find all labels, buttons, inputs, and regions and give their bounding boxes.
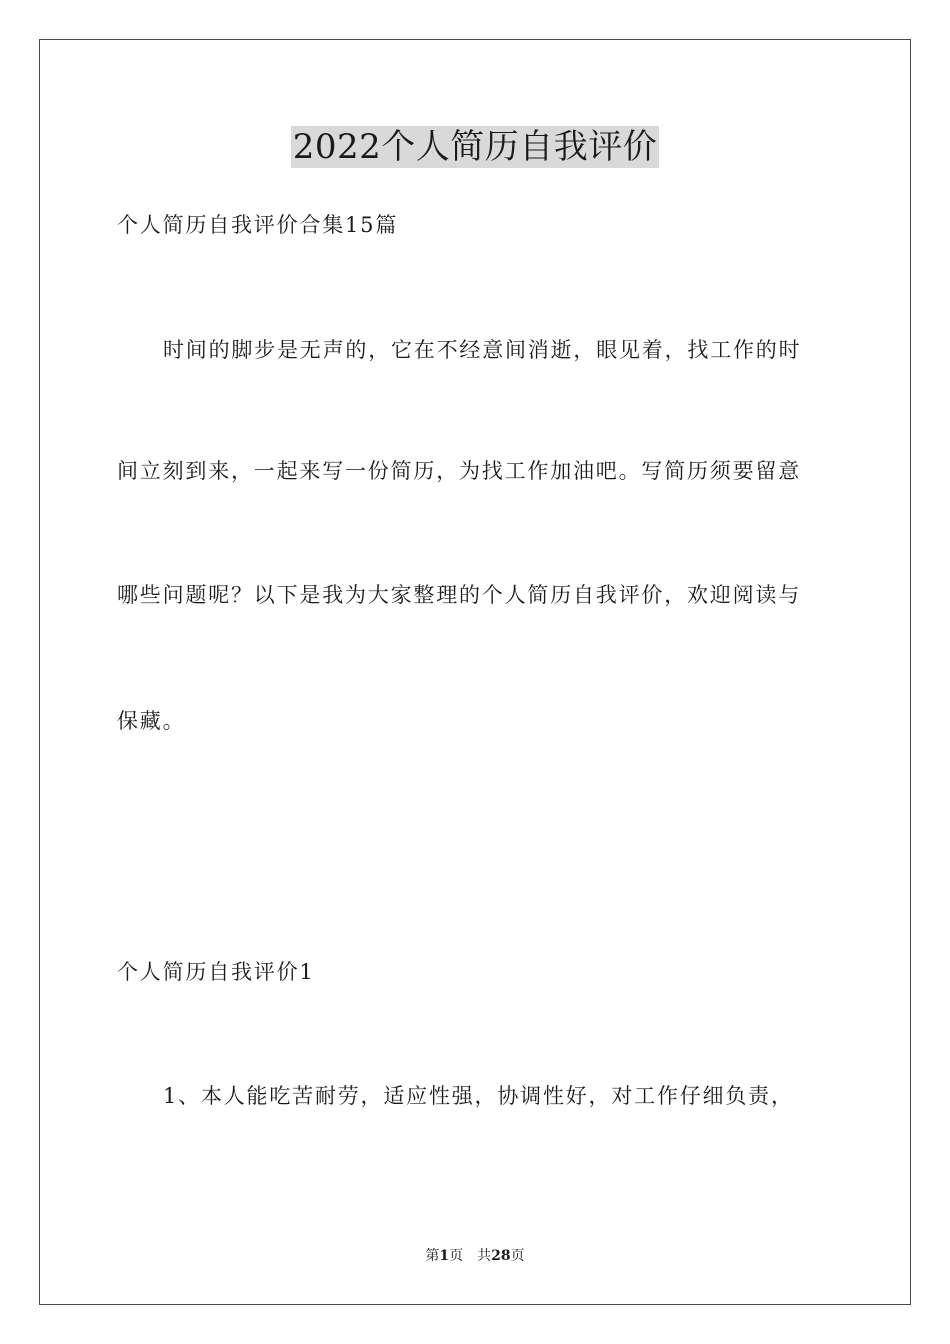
footer-page-number: 1 <box>439 1248 450 1264</box>
intro-line-1: 时间的脚步是无声的，它在不经意间消逝，眼见着，找工作的时 <box>163 338 802 362</box>
section-paragraph-line-1: 1、本人能吃苦耐劳，适应性强，协调性好，对工作仔细负责， <box>163 1084 794 1108</box>
footer-total-suffix: 页 <box>510 1248 525 1264</box>
intro-line-4: 保藏。 <box>117 709 186 733</box>
intro-line-2: 间立刻到来，一起来写一份简历，为找工作加油吧。写简历须要留意 <box>117 459 801 483</box>
section-heading: 个人简历自我评价1 <box>117 960 315 984</box>
footer-page-prefix: 第 <box>425 1248 440 1264</box>
footer-page-suffix: 页 <box>449 1248 464 1264</box>
page-footer <box>0 1247 950 1265</box>
document-subtitle: 个人简历自我评价合集15篇 <box>117 213 399 237</box>
title-container <box>0 126 950 168</box>
intro-line-3: 哪些问题呢？以下是我为大家整理的个人简历自我评价，欢迎阅读与 <box>117 583 801 607</box>
footer-total-pages: 28 <box>491 1248 511 1264</box>
document-title: 2022个人简历自我评价 <box>292 127 658 167</box>
footer-total-prefix: 共 <box>477 1248 492 1264</box>
